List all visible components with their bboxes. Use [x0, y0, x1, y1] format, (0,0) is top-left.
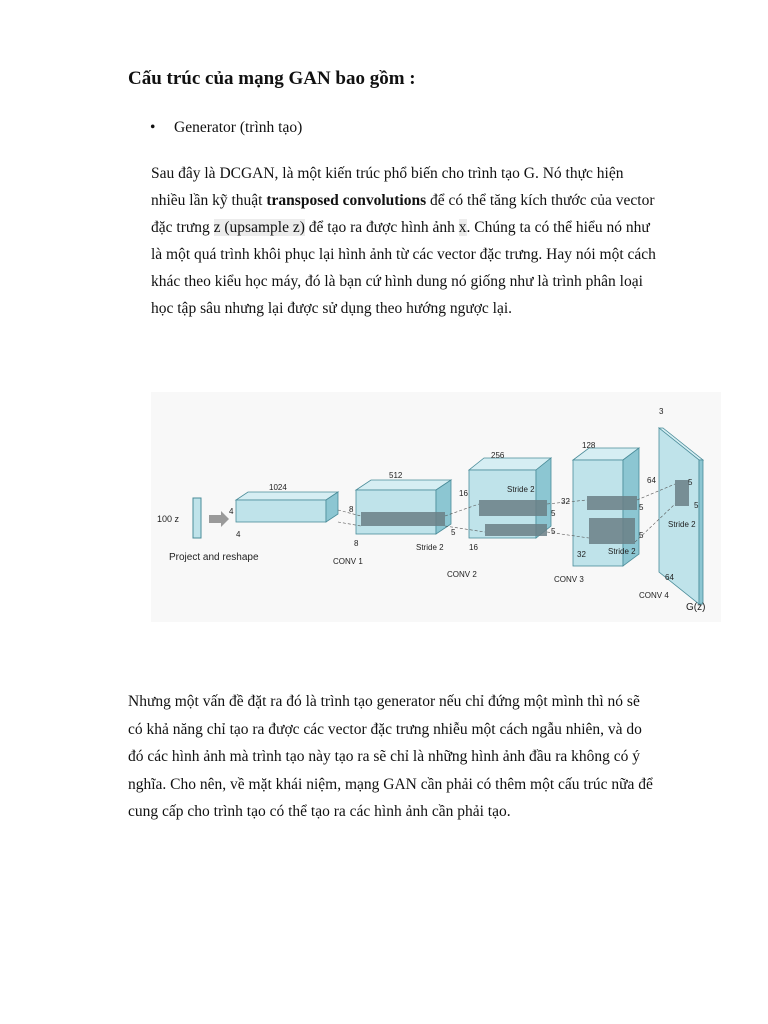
block4-width-label: 128: [582, 441, 596, 450]
highlighted-term: z (upsample z): [213, 219, 305, 236]
block2-width-label: 512: [389, 471, 403, 480]
text-run: . Chúng ta có thể hiểu nó như: [466, 219, 650, 236]
paragraph-line: cung cấp cho trình tạo có thể tạo ra các hình ảnh cần phải tạo.: [128, 803, 511, 820]
paragraph-line: Sau đây là DCGAN, là một kiến trúc phổ biến cho trình tạo G. Nó thực hiện: [151, 165, 624, 182]
block2-kernel-label: 5: [451, 528, 456, 537]
stride-label-3: Stride 2: [608, 547, 636, 556]
block1-h-label: 4: [229, 507, 234, 516]
block4-d-label: 32: [577, 550, 586, 559]
output-label: G(z): [686, 602, 706, 613]
paragraph-line: khác theo kiểu học máy, đó là bạn cứ hình dung nó giống như là trình phân loại: [151, 273, 643, 290]
block-2: [356, 480, 451, 534]
bullet-text: Generator (trình tạo): [174, 119, 303, 136]
paragraph-line: Nhưng một vấn đề đặt ra đó là trình tạo generator nếu chỉ đứng một mình thì nó sẽ: [128, 693, 640, 710]
section-heading: Cấu trúc của mạng GAN bao gồm :: [128, 68, 416, 89]
block5-width-label: 3: [659, 407, 664, 416]
block1-d-label: 4: [236, 530, 241, 539]
paragraph-line: nghĩa. Cho nên, về mặt khái niệm, mạng GAN cần phải có thêm một cấu trúc nữa để: [128, 775, 653, 793]
z-vector: [193, 498, 201, 538]
stride-label-1: Stride 2: [416, 543, 444, 552]
paragraph-line: là một quá trình khôi phục lại hình ảnh từ các vector đặc trưng. Hay nói một cách: [151, 246, 656, 263]
paragraph-line: [151, 187, 711, 214]
arrow-icon: [209, 511, 229, 527]
block2-d-label: 8: [354, 539, 359, 548]
z-label: 100 z: [157, 514, 180, 524]
block4-kernel-b: 5: [639, 531, 644, 540]
block4-h-label: 32: [561, 497, 570, 506]
block2-h-label: 8: [349, 505, 354, 514]
paragraph-line: đó các hình ảnh mà trình tạo này tạo ra sẽ chỉ là những hình ảnh đầu ra không có ý: [128, 748, 640, 765]
block3-width-label: 256: [491, 451, 505, 460]
text-run: đặc trưng: [151, 219, 214, 236]
paragraph-line: có khả năng chỉ tạo ra được các vector đặc trưng nhiễu một cách ngẫu nhiên, và do: [128, 720, 642, 738]
text-run: nhiều lần kỹ thuật: [151, 192, 267, 209]
paragraph-dcgan: [151, 160, 711, 322]
block5-kernel-a: 5: [688, 478, 693, 487]
conv2-label: CONV 2: [447, 570, 477, 579]
block5-kernel-b: 5: [694, 501, 699, 510]
paragraph-line: [151, 214, 711, 241]
bullet-marker: •: [150, 119, 156, 136]
block3-h-label: 16: [459, 489, 468, 498]
paragraph-line: học tập sâu nhưng lại được sử dụng theo hướng ngược lại.: [151, 300, 513, 317]
dcgan-architecture-figure: [151, 392, 721, 622]
conv3-label: CONV 3: [554, 575, 584, 584]
stride-label-4: Stride 2: [668, 520, 696, 529]
conv1-label: CONV 1: [333, 557, 363, 566]
bullet-item-generator: [150, 119, 302, 137]
project-label: Project and reshape: [169, 552, 259, 563]
stride-label-2: Stride 2: [507, 485, 535, 494]
conv4-label: CONV 4: [639, 591, 669, 600]
text-run: để có thể tăng kích thước của vector: [426, 192, 655, 209]
block1-width-label: 1024: [269, 483, 287, 492]
text-run: để tạo ra được hình ảnh: [304, 219, 459, 236]
block5-d-label: 64: [665, 573, 674, 582]
block5-h-label: 64: [647, 476, 656, 485]
paragraph-generator-problem: [128, 688, 728, 826]
block-1: [236, 492, 338, 522]
block-3: [469, 458, 551, 538]
highlighted-term: x: [458, 219, 467, 236]
dcgan-diagram: [151, 392, 721, 622]
block4-kernel-a: 5: [639, 503, 644, 512]
block3-kernel-a: 5: [551, 509, 556, 518]
bold-term: transposed convolutions: [266, 192, 427, 209]
block3-kernel-b: 5: [551, 527, 556, 536]
block3-d-label: 16: [469, 543, 478, 552]
